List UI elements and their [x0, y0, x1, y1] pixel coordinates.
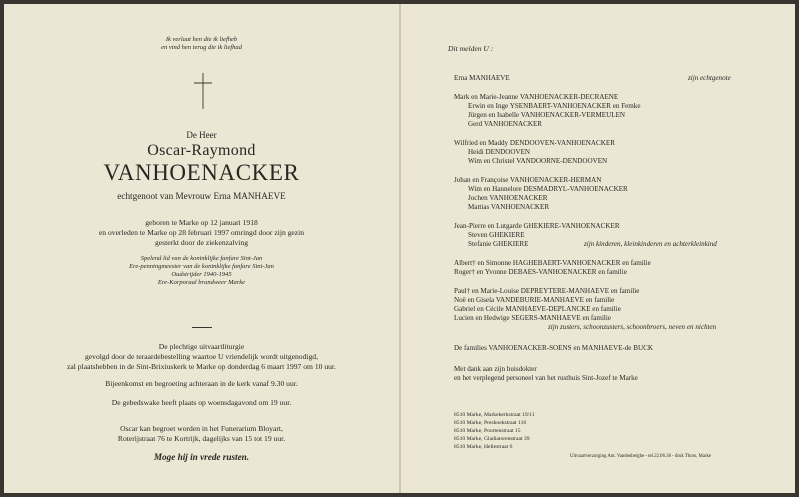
address-line: 8510 Marke, Poortenstraat 15: [454, 428, 521, 434]
family-line: Mark en Marie-Jeanne VANHOENACKER-DECRAENE: [454, 93, 619, 101]
service-line-3: zal plaatshebben in de Sint-Brixiuskerk te Marke op donderdag 6 maart 1997 om 10 uur.: [67, 362, 336, 371]
wife-name: Erna MANHAEVE: [454, 74, 510, 82]
honor-line-3: Oudstrijder 1940-1945: [171, 271, 232, 278]
address-line: 8510 Marke, Markekerkstraat 19/11: [454, 412, 535, 418]
printer-line: Uitvaartverzorging Ant. Vandenberghe - tel.22.06.36 - druk Thors, Marke: [570, 454, 711, 459]
family-line: Jean-Pierre en Lutgarde GHEKIERE-VANHOENACKER: [454, 222, 620, 230]
family-line: Roger† en Yvonne DEBAES-VANHOENACKER en familie: [454, 268, 627, 276]
family-line: Mattias VANHOENACKER: [468, 203, 550, 211]
family-line: Jürgen en Isabelle VANHOENACKER-VERMEULEN: [468, 111, 626, 119]
memorial-card: [4, 4, 795, 493]
right-page: [400, 4, 795, 493]
funeral-home-line-1: Oscar kan begroet worden in het Funerarium Bloyart,: [120, 424, 283, 433]
wife-role: zijn echtgenote: [688, 74, 731, 82]
families-line: De families VANHOENACKER-SOENS en MANHAEVE-de BUCK: [454, 344, 653, 352]
honor-line-2: Ere-penningmeester van de koninklijke fanfare Sint-Jan: [129, 263, 274, 270]
family-line: Heidi DENDOOVEN: [468, 148, 531, 156]
thanks-line-2: en het verplegend personeel van het rusthuis Sint-Jozef te Marke: [454, 374, 638, 382]
gathering-line: Bijeenkomst en begroeting achteraan in de kerk vanaf 9.30 uur.: [105, 379, 298, 388]
honor-line-1: Spelend lid van de koninklijke fanfare Sint-Jan: [140, 255, 263, 262]
quote-line-1: Ik verlaat hen die ik liefheb: [165, 36, 238, 43]
siblings-role: zijn zusters, schoonzusters, schoonbroers, neven en nichten: [548, 323, 717, 331]
intro-line: Dit melden U :: [448, 44, 494, 53]
honor-line-4: Ere-Korporaal brandweer Marke: [157, 279, 246, 286]
title: De Heer: [186, 130, 217, 140]
family-line: Lucien en Hedwige SEGERS-MANHAEVE en familie: [454, 314, 612, 322]
spouse-line: echtgenoot van Mevrouw Erna MANHAEVE: [117, 191, 286, 201]
family-line: Erwin en Inge YSENBAERT-VANHOENACKER en Femke: [468, 102, 641, 110]
surname: VANHOENACKER: [103, 160, 300, 185]
family-line: Gabriel en Cécile MANHAEVE-DEPLANCKE en familie: [454, 305, 621, 313]
quote-line-2: en vind hen terug die ik liefhad: [161, 44, 242, 51]
born-line-3: gesterkt door de ziekenzalving: [155, 238, 248, 247]
closing-line: Moge hij in vrede rusten.: [153, 452, 250, 462]
family-line: Gerd VANHOENACKER: [468, 120, 543, 128]
family-line: Paul† en Marie-Louise DEPREYTERE-MANHAEVE en familie: [454, 287, 640, 295]
family-line: Steven GHEKIERE: [468, 231, 525, 239]
address-line: 8510 Marke, Gladiatorenstraat 39: [454, 436, 530, 442]
funeral-home-line-2: Roterijstraat 76 te Kortrijk, dagelijks van 15 tot 19 uur.: [117, 434, 286, 443]
thanks-line-1: Met dank aan zijn huisdokter: [454, 365, 537, 373]
service-line-2: gevolgd door de teraardebestelling waartoe U vriendelijk wordt uitgenodigd,: [84, 352, 318, 361]
cross-icon: [193, 73, 213, 109]
address-line: 8510 Marke, Hellestraat 6: [454, 444, 513, 450]
family-line: Jochen VANHOENACKER: [468, 194, 548, 202]
born-line-2: en overleden te Marke op 28 februari 1997 omringd door zijn gezin: [98, 228, 305, 237]
family-line: Johan en Françoise VANHOENACKER-HERMAN: [454, 176, 602, 184]
family-line: Noë en Gisela VANDEBURIE-MANHAEVE en familie: [454, 296, 615, 304]
left-page: [4, 4, 399, 493]
family-line: Wilfried en Maddy DENDOOVEN-VANHOENACKER: [454, 139, 615, 147]
children-role: zijn kinderen, kleinkinderen en achterkleinkind: [584, 240, 717, 248]
family-line: Stefanie GHEKIERE: [468, 240, 529, 248]
separator: [192, 327, 212, 328]
born-line-1: geboren te Marke op 12 januari 1918: [145, 218, 258, 227]
wake-line: De gebedswake heeft plaats op woensdagavond om 19 uur.: [111, 398, 292, 407]
family-line: Albert† en Simonne HAGHEBAERT-VANHOENACKER en familie: [454, 259, 651, 267]
family-line: Wim en Christel VANDOORNE-DENDOOVEN: [468, 157, 608, 165]
address-line: 8510 Marke, Preshoekstraat 116: [454, 420, 527, 426]
first-name: Oscar-Raymond: [147, 142, 256, 159]
service-line-1: De plechtige uitvaartliturgie: [158, 342, 245, 351]
family-line: Wim en Hannelore DESMADRYL-VANHOENACKER: [468, 185, 628, 193]
